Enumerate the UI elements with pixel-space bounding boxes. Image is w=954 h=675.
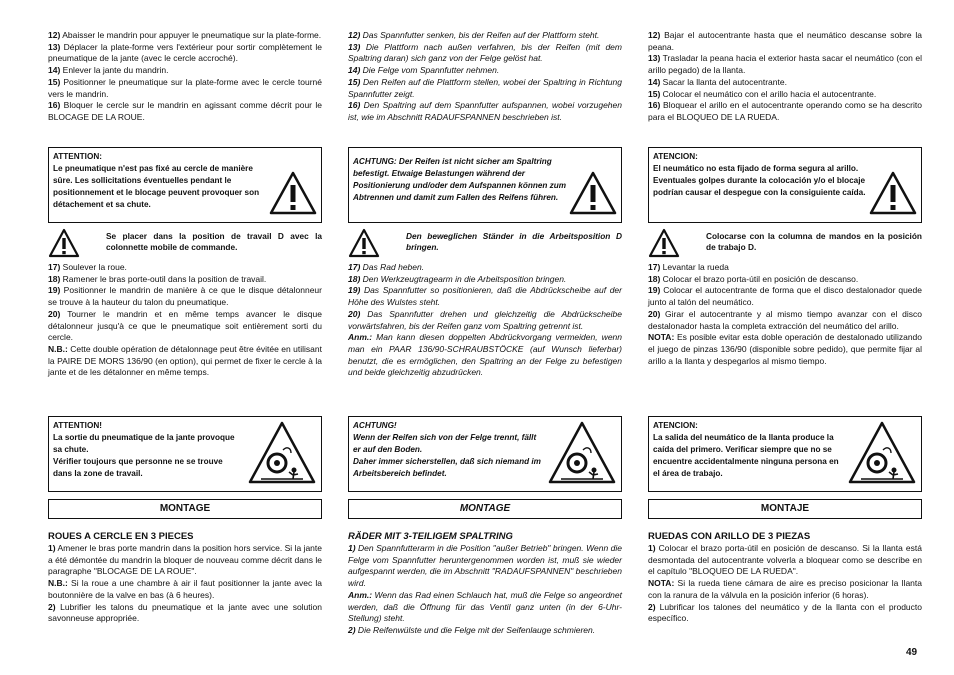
- attention-text: ATENCION: La salida del neumático de la llanta produce la caída del primero. Verificar siempre que no se encuentre accidentalmente ninguna persona en el área de trabajo.: [653, 421, 839, 478]
- steps-top: 12) Das Spannfutter senken, bis der Reifen auf der Plattform steht. 13) Die Plattform nach außen verfahren, bis der Reifen (mit dem Spaltring daran) sich ganz von der Felge gelöst hat. 14) Die Felge vom Spannfutter nehmen. 15) Den Reifen auf die Plattform stellen, wobei der Spaltring in Richtung Spannfutter zeigt. 16) Den Spaltring auf dem Spannfutter aufspannen, wobei vorzugehen ist, wie im Abschnitt RADAUFSPANNEN beschrieben ist.: [348, 30, 622, 123]
- warning-triangle-icon: [648, 228, 680, 258]
- inline-warning: Den beweglichen Ständer in die Arbeitsposition D bringen.: [348, 228, 622, 262]
- warning-triangle-icon: [269, 170, 317, 216]
- falling-tyre-warning-icon: [547, 420, 617, 486]
- attention-text: ACHTUNG! Wenn der Reifen sich von der Felge trennt, fällt er auf den Boden. Daher immer sicherstellen, daß sich niemand im Arbeitsbereich befindet.: [353, 421, 541, 478]
- warning-triangle-icon: [48, 228, 80, 258]
- steps-top: 12) Abaisser le mandrin pour appuyer le pneumatique sur la plate-forme. 13) Déplacer la plate-forme vers l'extérieur pour sortir complètement le pneumatique de la jante (avec le cercle accroché). 14) Enlever la jante du mandrin. 15) Positionner le pneumatique sur la plate-forme avec le cercle tourné vers le mandrin. 16) Bloquer le cercle sur le mandrin en agissant comme décrit pour le BLOCAGE DE LA ROUE.: [48, 30, 322, 123]
- attention-text: ATTENTION: Le pneumatique n'est pas fixé au cercle de manière sûre. Les sollicitations éventuelles pendant le positionnement et le blocage peuvent provoquer son détachement et sa chute.: [53, 152, 260, 209]
- section-title: ROUES A CERCLE EN 3 PIECES: [48, 531, 194, 542]
- steps-middle: 17) Das Rad heben. 18) Den Werkzeugtragearm in die Arbeitsposition bringen. 19) Das Spannfutter so positionieren, daß die Abdrückscheibe auf der Höhe des Wulstes steht. 20) Das Spannfutter drehen und gleichzeitig die Abdrückscheibe vorwärtsfahren, bis der Reifen ganz vom Spaltring getrennt ist. Anm.: Man kann diesen doppelten Abdrückvorgang vermeiden, wenn man ein PAAR 136/90-SCHRAUBSTÖCKE (auf Wunsch lieferbar) benutzt, die es ermöglichen, den Spaltring an der Felge zu befestigen und beide gleichzeitig abzudrücken.: [348, 262, 622, 378]
- attention-box: [648, 147, 922, 223]
- section-header-montage: MONTAGE: [348, 499, 622, 519]
- attention-box: [48, 147, 322, 223]
- steps-middle: 17) Soulever la roue. 18) Ramener le bras porte-outil dans la position de travail. 19) Positionner le mandrin de manière à ce que le disque détalonneur se trouve à la hauteur du talon du pneumatique. 20) Tourner le mandrin et en même temps avancer le disque détalonneur jusqu'à ce que le pneumatique soit entièrement sorti du cercle. N.B.: Cette double opération de détalonnage peut être évitée en utilisant la PAIRE DE MORS 136/90 (en option), qui permet de fixer le cercle à la jante et de les détalonner en même temps.: [48, 262, 322, 378]
- steps-top: 12) Bajar el autocentrante hasta que el neumático descanse sobre la peana. 13) Trasladar la peana hacia el exterior hasta sacar el neumático (con el arillo pegado) de la llanta. 14) Sacar la llanta del autocentrante. 15) Colocar el neumático con el arillo hacia el autocentrante. 16) Bloquear el arillo en el autocentrante operando como se ha descrito para el BLOQUEO DE LA RUEDA.: [648, 30, 922, 123]
- page-number: 49: [906, 647, 918, 658]
- attention-text: ACHTUNG: Der Reifen ist nicht sicher am Spaltring befestigt. Etwaige Belastungen während der Positionierung und/oder dem Aufspannen können zum Abtrennen und damit zum Fallen des Reifens führen.: [353, 157, 567, 202]
- warning-triangle-icon: [869, 170, 917, 216]
- steps-bottom: 1) Den Spannfutterarm in die Position "außer Betrieb" bringen. Wenn die Felge vom Spannfutter heruntergenommen worden ist, muß sie wieder aufgespannt werden, die im Abschnitt "RADAUFSPANNEN" beschrieben wird. Anm.: Wenn das Rad einen Schlauch hat, muß die Felge so angeordnet werden, daß die Öffnung für das Ventil ganz unten (in der 6-Uhr-Stellung) steht. 2) Die Reifenwülste und die Felge mit der Seifenlauge schmieren.: [348, 543, 622, 636]
- attention-text: ATTENTION! La sortie du pneumatique de la jante provoque sa chute. Vérifier toujours que personne ne se trouve dans la zone de travail.: [53, 421, 235, 478]
- steps-bottom: 1) Amener le bras porte mandrin dans la position hors service. Si la jante a été démontée du mandrin la bloquer de nouveau comme décrit dans le paragraphe "BLOCAGE DE LA ROUE". N.B.: Si la roue a une chambre à air il faut positionner la jante avec la boutonnière de la valve en bas (à 6 heures). 2) Lubrifier les talons du pneumatique et la jante avec une solution savonneuse appropriée.: [48, 543, 322, 624]
- falling-tyre-warning-icon: [247, 420, 317, 486]
- attention-box: [348, 416, 622, 492]
- attention-box: [348, 147, 622, 223]
- attention-box: [48, 416, 322, 492]
- attention-text: ATENCION: El neumático no esta fijado de forma segura al arillo. Eventuales golpes durante la colocación y/o el blocaje podrían causar el despegue con la consiguiente caída.: [653, 152, 866, 197]
- section-title: RUEDAS CON ARILLO DE 3 PIEZAS: [648, 531, 811, 542]
- section-header-montage: MONTAGE: [48, 499, 322, 519]
- inline-warning: Se placer dans la position de travail D avec la colonnette mobile de commande.: [48, 228, 322, 262]
- steps-middle: 17) Levantar la rueda 18) Colocar el brazo porta-útil en posición de descanso. 19) Colocar el autocentrante de forma que el disco destalonador quede junto al talón del neumático. 20) Girar el autocentrante y al mismo tiempo avanzar con el disco destalonador hasta la completa extracción del neumático del arillo. NOTA: Es posible evitar esta doble operación de destalonado utilizando el juego de pinzas 136/90 (disponible sobre pedido), que permite fijar al arillo a la llanta y despegarlos al mismo tiempo.: [648, 262, 922, 366]
- attention-box: [648, 416, 922, 492]
- section-title: RÄDER MIT 3-TEILIGEM SPALTRING: [348, 531, 513, 542]
- falling-tyre-warning-icon: [847, 420, 917, 486]
- section-header-montaje: MONTAJE: [648, 499, 922, 519]
- warning-triangle-icon: [569, 170, 617, 216]
- warning-triangle-icon: [348, 228, 380, 258]
- steps-bottom: 1) Colocar el brazo porta-útil en posición de descanso. Si la llanta está desmontada del autocentrante volverla a bloquear como se describe en el capítulo "BLOQUEO DE LA RUEDA". NOTA: Si la rueda tiene cámara de aire es preciso posicionar la llanta con la ranura de la válvula en la posición inferior (6 horas). 2) Lubrificar los talones del neumático y de la llanta con el producto específico.: [648, 543, 922, 624]
- inline-warning: Colocarse con la columna de mandos en la posición de trabajo D.: [648, 228, 922, 262]
